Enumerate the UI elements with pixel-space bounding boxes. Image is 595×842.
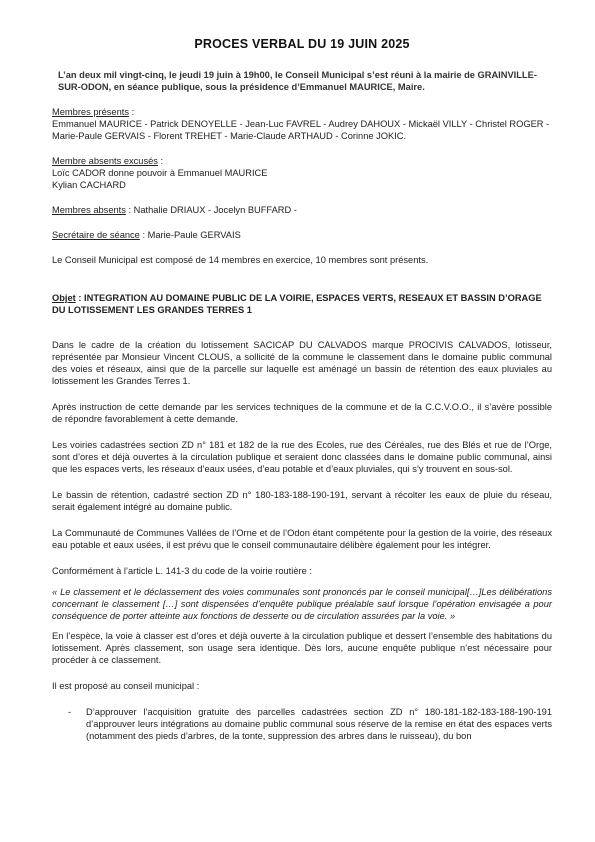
proposal-list — [52, 706, 552, 742]
paragraph-article: Conformément à l’article L. 141-3 du code de la voirie routière : — [52, 566, 312, 576]
paragraph-basin: Le bassin de rétention, cadastré section ZD n° 180-183-188-190-191, servant à récolter les eaux de pluie du réseau, serait également intégré au domaine public. — [52, 490, 552, 512]
object-text: : INTEGRATION AU DOMAINE PUBLIC DE LA VOIRIE, ESPACES VERTS, RESEAUX ET BASSIN D’ORAGE DU LOTISSEMENT LES GRANDES TERRES 1 — [52, 293, 542, 315]
secretary-label: Secrétaire de séance — [52, 230, 140, 240]
object-heading — [52, 292, 552, 316]
document-title: PROCES VERBAL DU 19 JUIN 2025 — [194, 37, 410, 51]
members-excused-line-2: Kylian CACHARD — [52, 180, 126, 190]
members-present-names: Emmanuel MAURICE - Patrick DENOYELLE - Jean-Luc FAVREL - Audrey DAHOUX - Mickaël VILLY - Christel ROGER - Marie-Paule GERVAIS - Florent TREHET - Marie-Claude ARTHAUD - Corinne JOKIC. — [52, 119, 550, 141]
members-absent-label: Membres absents — [52, 205, 126, 215]
document-page — [52, 38, 552, 742]
members-excused-suffix: : — [157, 156, 164, 166]
paragraph-context: Dans le cadre de la création du lotissement SACICAP DU CALVADOS marque PROCIVIS CALVADOS, lotisseur, représentée par Monsieur Vincent CLOUS, a sollicité de la commune le classement dans le domaine public communal des voies et réseaux, ainsi que de la parcelle sur laquelle est aménagé un bassin de rétention des eaux pluviales au lotissement les Grandes Terres 1. — [52, 340, 552, 386]
paragraph-inquiry: En l’espèce, la voie à classer est d’ores et déjà ouverte à la circulation publique et dessert l’ensemble des habitations du lotissement. Après classement, son usage sera identique. Dès lors, aucune enquête publique n’est nécessaire pour procéder à ce classement. — [52, 631, 552, 665]
secretary-text: : Marie-Paule GERVAIS — [139, 230, 241, 240]
composition-line: Le Conseil Municipal est composé de 14 membres en exercice, 10 membres sont présents. — [52, 255, 429, 265]
members-excused-label: Membre absents excusés — [52, 156, 158, 166]
secretary-line — [52, 229, 552, 241]
paragraph-proposal-intro: Il est proposé au conseil municipal : — [52, 681, 200, 691]
paragraph-roads: Les voiries cadastrées section ZD n° 181 et 182 de la rue des Ecoles, rue des Céréales, rue des Blés et rue de l’Orge, sont d’ores et déjà ouvertes à la circulation publique et seraient donc classées dans le domaine public communal, ainsi que les espaces verts, les réseaux d’eaux usées, d’eau potable et d’eaux pluviales, qui s’y trouvent en sous-sol. — [52, 440, 552, 474]
members-absent-text: : Nathalie DRIAUX - Jocelyn BUFFARD - — [125, 205, 297, 215]
members-present-label: Membres présents — [52, 107, 129, 117]
paragraph-community: La Communauté de Communes Vallées de l’Orne et de l’Odon étant compétente pour la gestion de la voirie, des réseaux eau potable et eaux usées, il est prévu que le conseil communautaire délibère également pour les intégrer. — [52, 528, 552, 550]
object-label: Objet — [52, 293, 76, 303]
intro-paragraph: L’an deux mil vingt-cinq, le jeudi 19 juin à 19h00, le Conseil Municipal s’est réuni à la mairie de GRAINVILLE-SUR-ODON, en séance publique, sous la présidence d’Emmanuel MAURICE, Maire. — [58, 70, 537, 92]
members-excused-block — [52, 155, 552, 191]
members-present-suffix: : — [129, 107, 135, 117]
members-present-block — [52, 106, 552, 142]
proposal-item: - D’approuver l’acquisition gratuite des parcelles cadastrées section ZD n° 180-181-182-183-188-190-191 d’approuver leurs intégrations au domaine public communal sous réserve de la remise en état des espaces verts (notamment des pieds d’arbres, de la tonte, suppression des arbres dans le ruisseau), du bon — [86, 706, 552, 742]
paragraph-instruction: Après instruction de cette demande par les services techniques de la commune et de la C.C.V.O.O., il s’avère possible de répondre favorablement à cette demande. — [52, 402, 552, 424]
members-excused-line-1: Loïc CADOR donne pouvoir à Emmanuel MAURICE — [52, 168, 268, 178]
legal-quote: « Le classement et le déclassement des voies communales sont prononcés par le conseil municipal[…]Les délibérations concernant le classement […] sont dispensées d’enquête publique préalable sauf lorsque l’opération envisagée a pour conséquence de porter atteinte aux fonctions de desserte ou de circulation assurées par la voie. » — [52, 587, 552, 621]
members-absent-line — [52, 204, 552, 216]
